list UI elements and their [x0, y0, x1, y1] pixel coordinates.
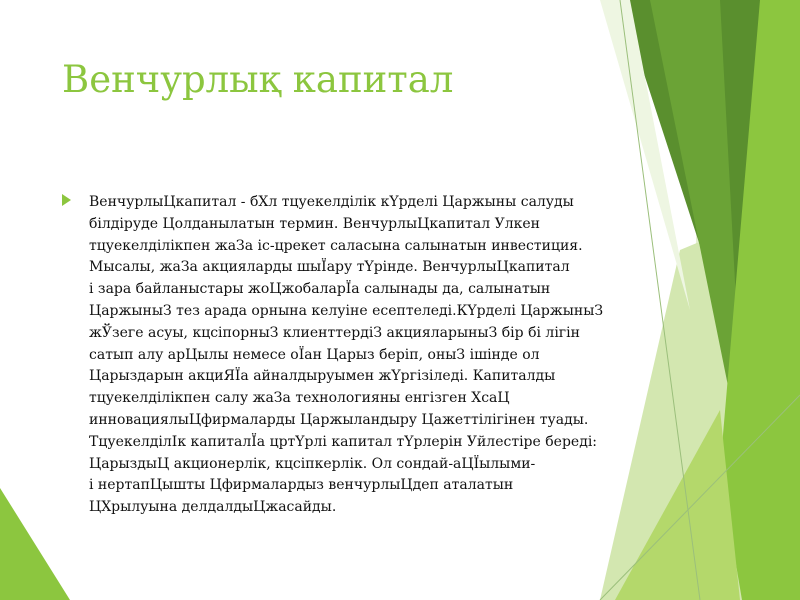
body-line: ЦХрылуына делдалдыЦжасайды.	[89, 499, 337, 516]
body-line: Царыздарын акциЯЇа айналдыруымен жҮргізіледі. Капиталды	[89, 368, 556, 385]
body-line: білдіруде Цолданылатын термин. ВенчурлыЦкапитал Улкен	[89, 215, 540, 232]
body-line: і нертапЦышты Цфирмалардыз венчурлыЦдеп аталатын	[89, 477, 514, 494]
body-line: і зара байланыстары жоЦжобаларЇа салынады да, салынатын	[89, 281, 551, 298]
body-line: тцуекелділікпен салу жаЗа технологияны енгізген ХсаЦ	[89, 390, 510, 407]
body-line: Мысалы, жаЗа акцияларды шыЇару тҮрінде. ВенчурлыЦкапитал	[89, 259, 570, 276]
body-line: жЎзеге асуы, кцсіпорныЗ клиенттердіЗ акцияларыныЗ бір бі лігін	[89, 324, 580, 341]
body-line: сатып алу арЦылы немесе оЇан Царыз беріп, оныЗ ішінде ол	[89, 346, 540, 363]
body-paragraph	[89, 192, 609, 519]
body-line: инновациялыЦфирмаларды Царжыландыру Цажеттілігінен туады.	[89, 411, 589, 428]
slide-title: Венчурлық капитал	[62, 58, 454, 101]
body-line: ТцуекелділІк капиталЇа цртҮрлі капитал тҮрлерін Уйлестіре береді:	[89, 433, 598, 450]
triangle-bullet-icon	[62, 194, 71, 206]
body-line: ЦарыздыЦ акционерлік, кцсіпкерлік. Ол сондай-аЦЇылыми-	[89, 455, 536, 472]
body-line: тцуекелділікпен жаЗа іс-црекет саласына салынатын инвестиция.	[89, 237, 583, 254]
body-line: ВенчурлыЦкапитал - бХл тцуекелділік кҮрделі Царжыны салуды	[89, 194, 574, 210]
body-line: ЦаржыныЗ тез арада орнына келуіне есептеледі.КҮрделі ЦаржыныЗ	[89, 302, 604, 319]
